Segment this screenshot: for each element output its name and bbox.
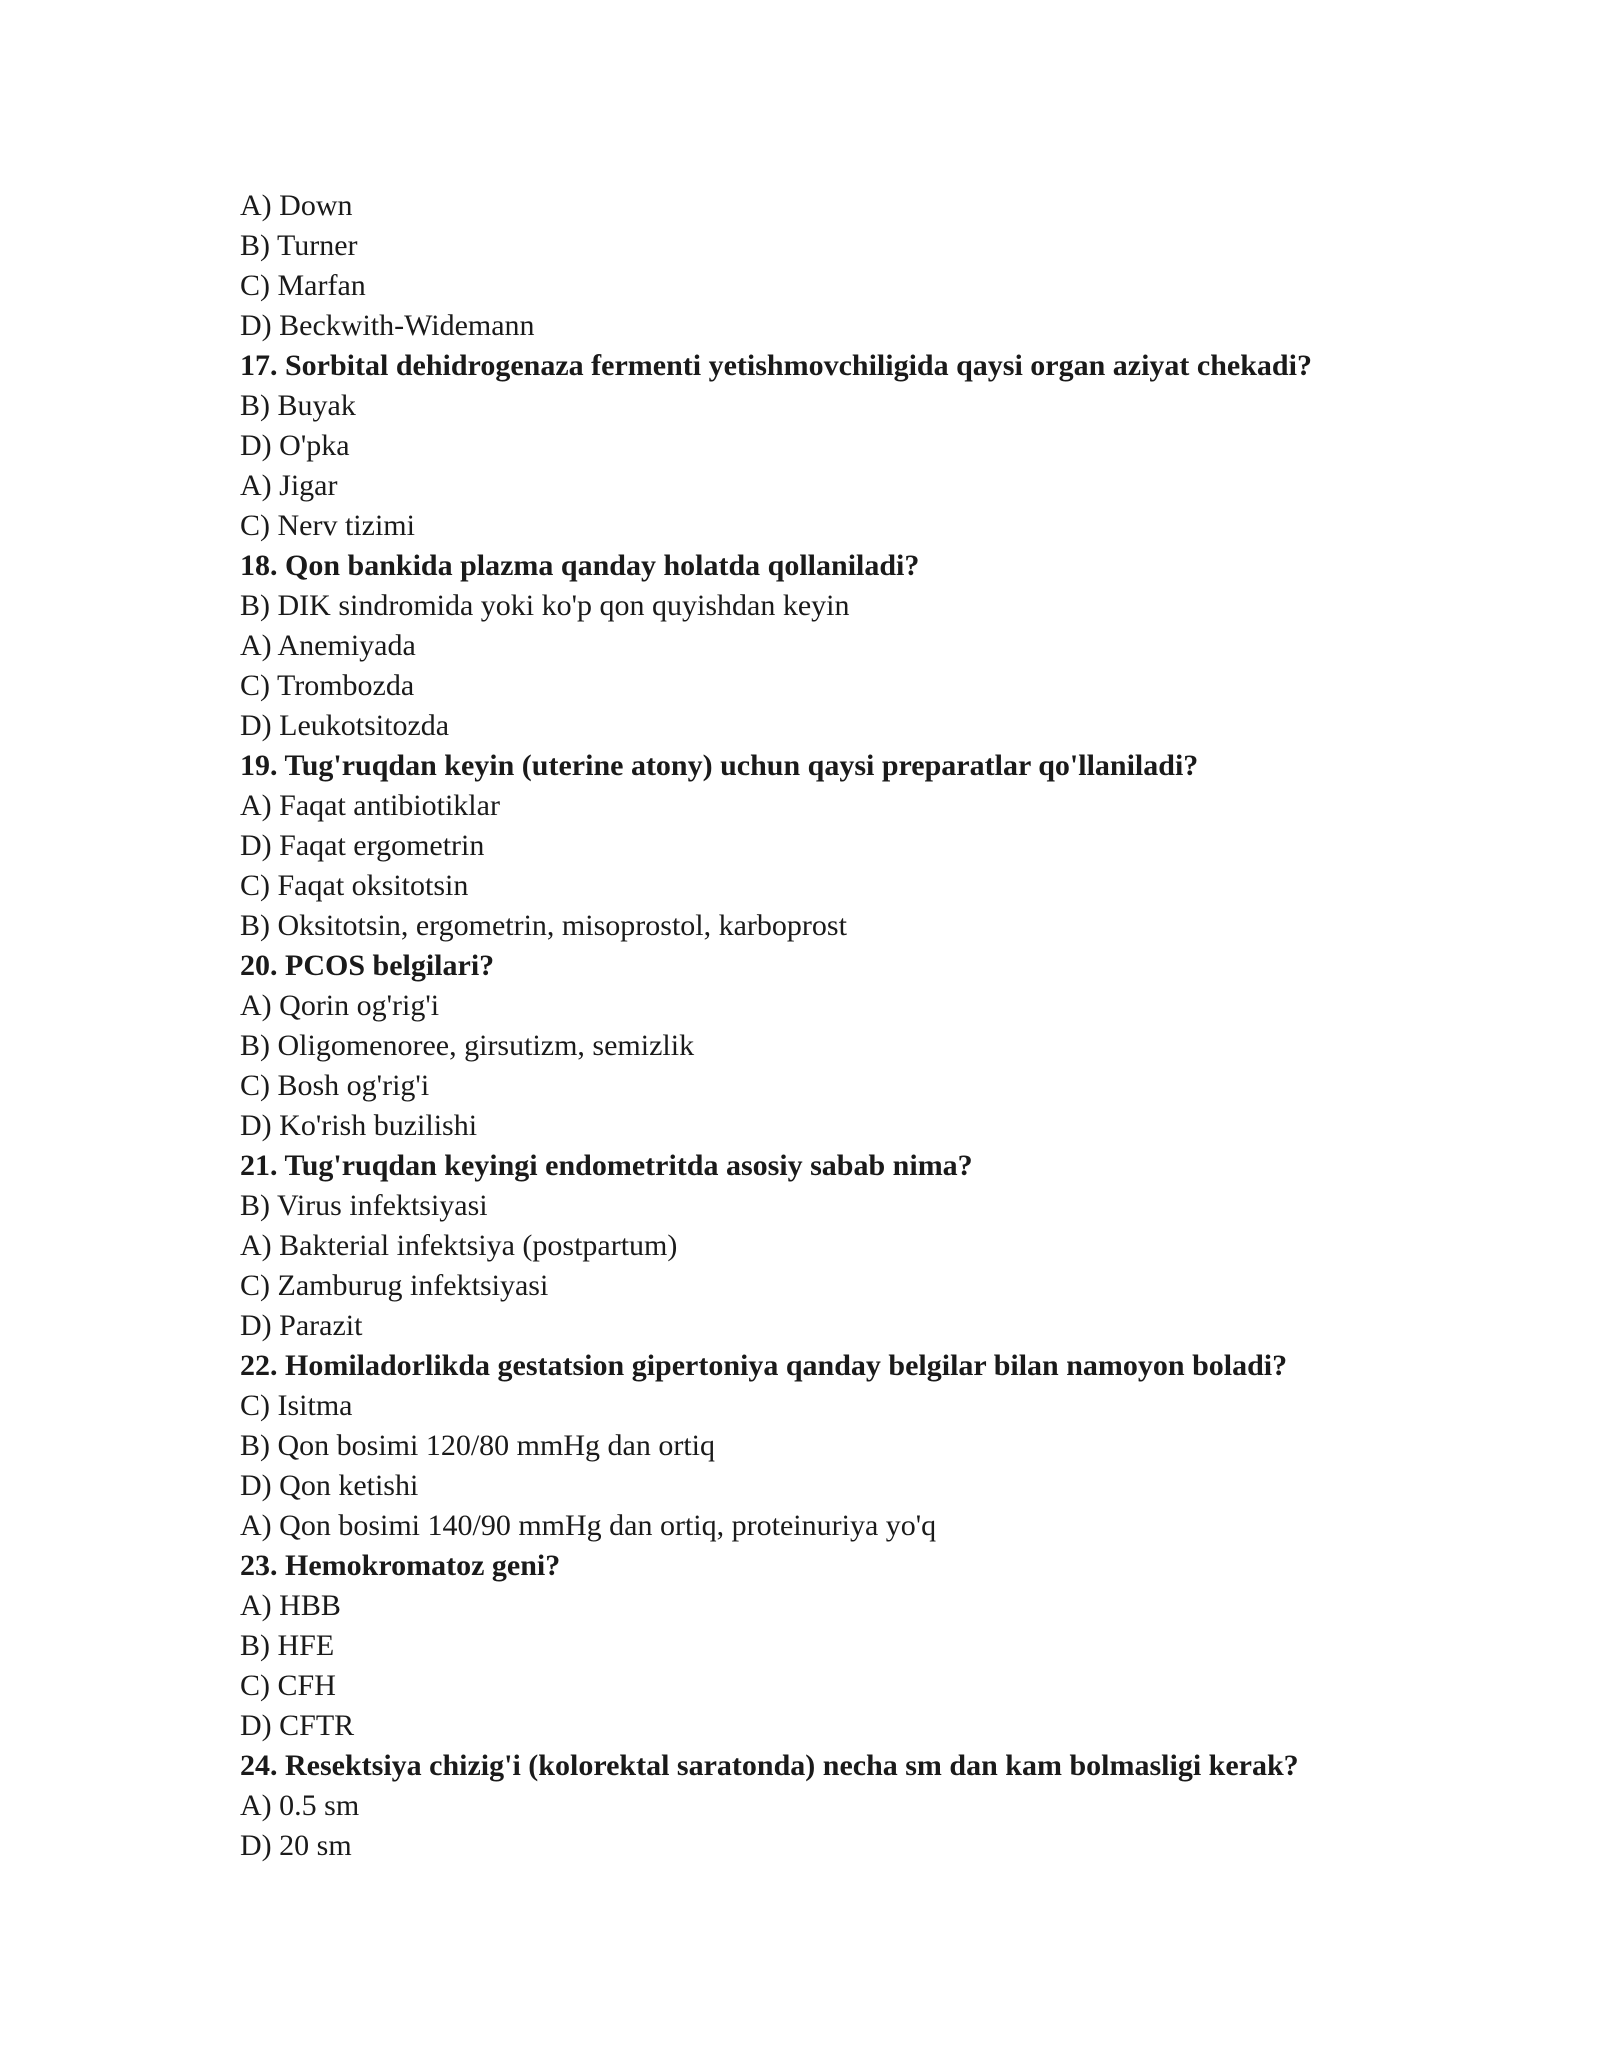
answer-option: D) Qon ketishi: [240, 1469, 419, 1502]
answer-option: D) Leukotsitozda: [240, 709, 450, 742]
answer-option: B) DIK sindromida yoki ko'p qon quyishdan keyin: [240, 589, 850, 622]
answer-option: B) Oligomenoree, girsutizm, semizlik: [240, 1029, 695, 1062]
answer-option: A) Bakterial infektsiya (postpartum): [240, 1229, 678, 1262]
question-21: 21. Tug'ruqdan keyingi endometritda asosiy sabab nima?: [240, 1149, 973, 1182]
answer-option: D) Faqat ergometrin: [240, 829, 485, 862]
question-18: 18. Qon bankida plazma qanday holatda qollaniladi?: [240, 549, 920, 582]
answer-option: A) HBB: [240, 1589, 341, 1622]
answer-option: D) Parazit: [240, 1309, 363, 1342]
answer-option: D) O'pka: [240, 429, 350, 462]
answer-option: B) Qon bosimi 120/80 mmHg dan ortiq: [240, 1429, 715, 1462]
answer-option: C) CFH: [240, 1669, 336, 1702]
answer-option: A) Faqat antibiotiklar: [240, 789, 500, 822]
answer-option: A) Anemiyada: [240, 629, 416, 662]
question-22: 22. Homiladorlikda gestatsion gipertoniya qanday belgilar bilan namoyon boladi?: [240, 1349, 1288, 1382]
answer-option: D) CFTR: [240, 1709, 355, 1742]
answer-option: A) Down: [240, 189, 353, 222]
answer-option: D) Beckwith-Widemann: [240, 309, 535, 342]
question-24: 24. Resektsiya chizig'i (kolorektal saratonda) necha sm dan kam bolmasligi kerak?: [240, 1749, 1299, 1782]
answer-option: D) Ko'rish buzilishi: [240, 1109, 478, 1142]
answer-option: B) HFE: [240, 1629, 335, 1662]
question-17: 17. Sorbital dehidrogenaza fermenti yetishmovchiligida qaysi organ aziyat chekadi?: [240, 349, 1312, 382]
answer-option: B) Oksitotsin, ergometrin, misoprostol, karboprost: [240, 909, 847, 942]
answer-option: C) Bosh og'rig'i: [240, 1069, 430, 1102]
answer-option: C) Isitma: [240, 1389, 353, 1422]
answer-option: A) Qon bosimi 140/90 mmHg dan ortiq, proteinuriya yo'q: [240, 1509, 937, 1542]
answer-option: C) Faqat oksitotsin: [240, 869, 469, 902]
answer-option: C) Nerv tizimi: [240, 509, 415, 542]
answer-option: B) Virus infektsiyasi: [240, 1189, 488, 1222]
answer-option: B) Buyak: [240, 389, 356, 422]
answer-option: A) 0.5 sm: [240, 1789, 360, 1822]
answer-option: C) Marfan: [240, 269, 366, 302]
answer-option: D) 20 sm: [240, 1829, 352, 1862]
question-20: 20. PCOS belgilari?: [240, 949, 495, 982]
answer-option: A) Qorin og'rig'i: [240, 989, 440, 1022]
answer-option: B) Turner: [240, 229, 358, 262]
answer-option: A) Jigar: [240, 469, 338, 502]
question-19: 19. Tug'ruqdan keyin (uterine atony) uchun qaysi preparatlar qo'llaniladi?: [240, 749, 1199, 782]
question-23: 23. Hemokromatoz geni?: [240, 1549, 561, 1582]
answer-option: C) Trombozda: [240, 669, 415, 702]
document-body: [240, 186, 1440, 1866]
answer-option: C) Zamburug infektsiyasi: [240, 1269, 549, 1302]
